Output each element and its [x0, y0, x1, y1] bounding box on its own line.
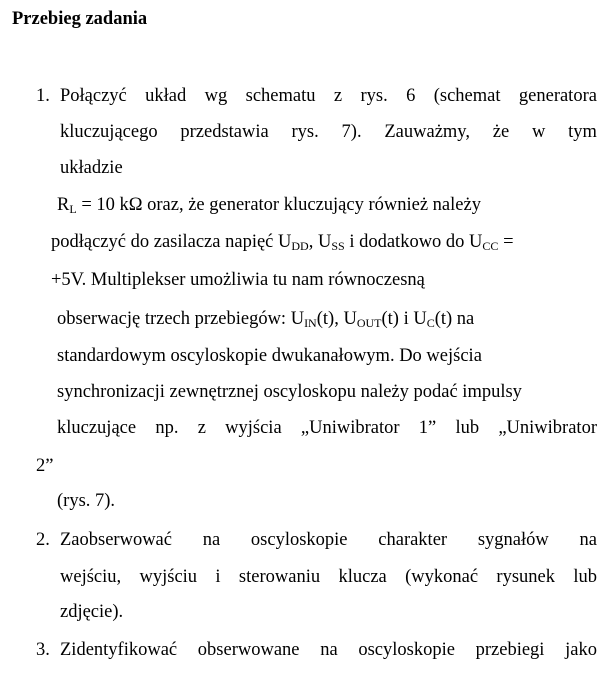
item-3-line-1	[60, 638, 597, 662]
subscript: C	[426, 316, 435, 330]
item-1-line-4-text: = 10 kΩ oraz, że generator kluczujący również należy	[76, 195, 481, 215]
item-1-line-9: synchronizacji zewnętrznej oscyloskopu należy podać impulsy	[57, 382, 522, 402]
word: charakter	[378, 530, 448, 550]
item-1-line-4	[57, 193, 481, 217]
item-2-line-2	[60, 565, 597, 589]
word: układ	[145, 86, 187, 106]
item-3-number: 3.	[36, 640, 50, 660]
text-span: (t), U	[316, 309, 357, 329]
word: rysunek	[496, 567, 555, 587]
item-1-line-7	[57, 307, 474, 331]
subscript: SS	[331, 239, 345, 253]
word: na	[579, 530, 597, 550]
item-1-line-1	[60, 84, 597, 108]
word: 1”	[418, 418, 437, 438]
text-span: i dodatkowo do U	[344, 232, 483, 252]
word: sygnałów	[477, 530, 549, 550]
text-span: (t) i U	[381, 309, 427, 329]
text-span: obserwację trzech przebiegów: U	[57, 309, 305, 329]
word: sterowaniu	[238, 567, 321, 587]
word: schematu	[245, 86, 316, 106]
word: lub	[455, 418, 480, 438]
word: Zaobserwować	[60, 530, 172, 550]
word: 7).	[341, 122, 362, 142]
word: przedstawia	[180, 122, 269, 142]
word: oscyloskopie	[250, 530, 348, 550]
text-span: podłączyć do zasilacza napięć U	[51, 232, 292, 252]
word: tym	[568, 122, 597, 142]
word: i	[215, 567, 221, 587]
word: obserwowane	[197, 640, 300, 660]
subscript: CC	[482, 239, 499, 253]
word: klucza	[338, 567, 387, 587]
word: z	[197, 418, 206, 438]
word: że	[492, 122, 510, 142]
item-1-line-12: (rys. 7).	[57, 491, 116, 511]
word: kluczujące	[57, 418, 137, 438]
item-2-number: 2.	[36, 530, 50, 550]
word: wejściu,	[60, 567, 122, 587]
word: „Uniwibrator	[498, 418, 597, 438]
word: „Uniwibrator	[300, 418, 400, 438]
item-1-line-3: układzie	[60, 158, 123, 178]
item-1-line-10	[57, 416, 597, 440]
word: jako	[565, 640, 597, 660]
item-1-line-8: standardowym oscyloskopie dwukanałowym. Do wejścia	[57, 346, 482, 366]
section-heading: Przebieg zadania	[12, 9, 148, 29]
word: 6	[406, 86, 416, 106]
item-1-line-2	[60, 120, 597, 144]
resistor-subscript: L	[69, 202, 77, 216]
word: oscyloskopie	[358, 640, 455, 660]
word: w	[531, 122, 546, 142]
word: Zidentyfikować	[60, 640, 178, 660]
word: na	[202, 530, 221, 550]
word: wg	[204, 86, 228, 106]
word: lub	[573, 567, 597, 587]
item-1-line-5	[51, 230, 514, 254]
resistor-symbol: R	[57, 195, 70, 215]
word: (wykonać	[405, 567, 479, 587]
word: Zauważmy,	[384, 122, 470, 142]
word: (schemat	[433, 86, 501, 106]
subscript: DD	[291, 239, 309, 253]
item-1-number: 1.	[36, 86, 50, 106]
word: przebiegi	[475, 640, 545, 660]
word: generatora	[518, 86, 597, 106]
text-span: , U	[308, 232, 332, 252]
item-1-line-11: 2”	[36, 456, 54, 476]
text-span: (t) na	[434, 309, 475, 329]
word: rys.	[291, 122, 319, 142]
word: np.	[155, 418, 179, 438]
word: wyjściu	[139, 567, 198, 587]
word: rys.	[360, 86, 388, 106]
item-2-line-1	[60, 528, 597, 552]
item-1-line-6: +5V. Multiplekser umożliwia tu nam równoczesną	[51, 270, 425, 290]
text-span: =	[498, 232, 514, 252]
subscript: OUT	[356, 316, 382, 330]
word: Połączyć	[60, 86, 127, 106]
word: z	[333, 86, 343, 106]
word: na	[320, 640, 338, 660]
subscript: IN	[304, 316, 317, 330]
word: kluczującego	[60, 122, 158, 142]
item-2-line-3: zdjęcie).	[60, 602, 124, 622]
word: wyjścia	[225, 418, 282, 438]
